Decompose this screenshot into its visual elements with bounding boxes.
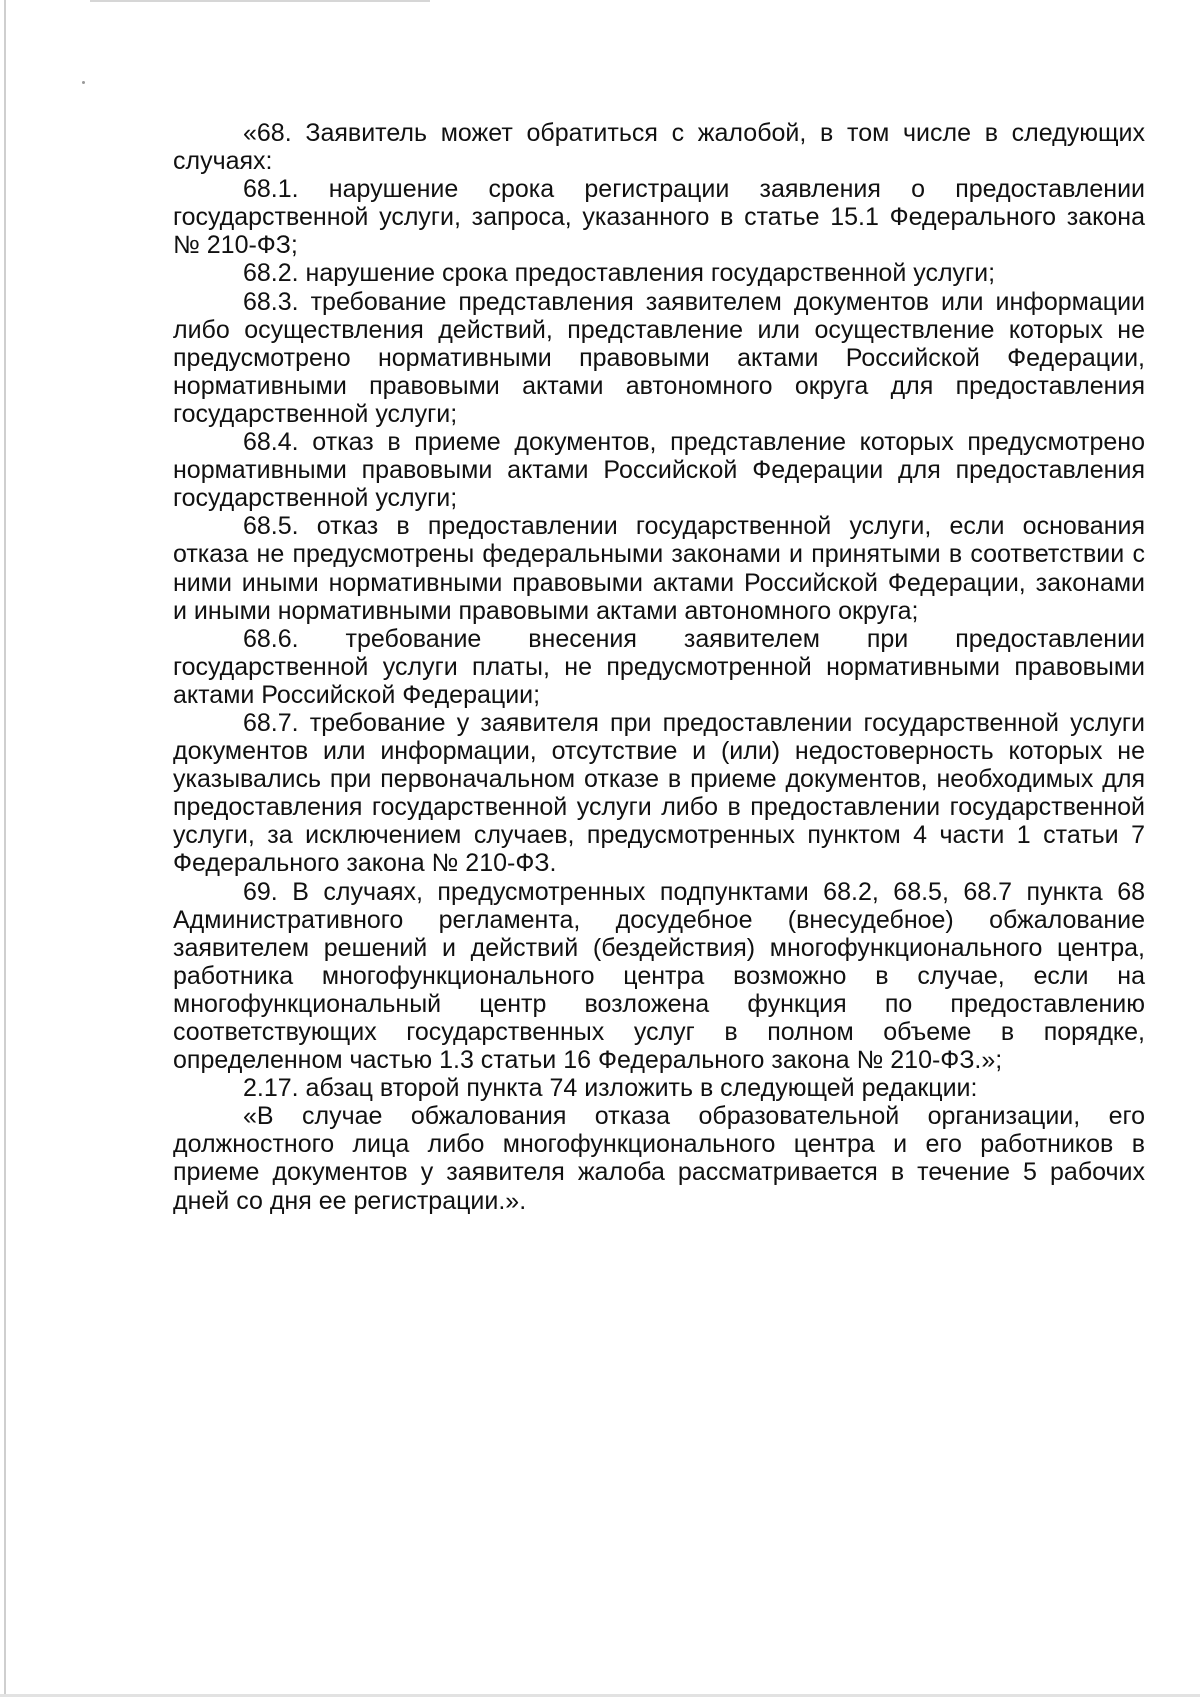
paragraph-69: 69. В случаях, предусмотренных подпунктами 68.2, 68.5, 68.7 пункта 68 Административного регламента, досудебное (внесудебное) обжалование заявителем решений и действий (бездействия) многофункционального центра, работника многофункционального центра возможно в случае, если на многофункциональный центр возложена функция по предоставлению соответствующих государственных услуг в полном объеме в порядке, определенном частью 1.3 статьи 16 Федерального закона № 210-ФЗ.»; (173, 877, 1145, 1075)
paragraph-68-2: 68.2. нарушение срока предоставления государственной услуги; (243, 259, 996, 288)
paragraph-2-17: 2.17. абзац второй пункта 74 изложить в следующей редакции: (243, 1074, 978, 1103)
paragraph-74-quote: «В случае обжалования отказа образовательной организации, его должностного лица либо многофункционального центра и его работников в приеме документов у заявителя жалоба рассматривается в течение 5 рабочих дней со дня ее регистрации.». (173, 1102, 1145, 1215)
paragraph-68-6: 68.6. требование внесения заявителем при предоставлении государственной услуги платы, не предусмотренной нормативными правовыми актами Российской Федерации; (173, 624, 1145, 709)
scan-edge-top (90, 0, 430, 2)
scan-edge-left (4, 0, 6, 1697)
document-body (173, 119, 1145, 1215)
paragraph-68: «68. Заявитель может обратиться с жалобой, в том числе в следующих случаях: (173, 119, 1145, 176)
paragraph-68-7: 68.7. требование у заявителя при предоставлении государственной услуги документов или информации, отсутствие и (или) недостоверность которых не указывались при первоначальном отказе в приеме документов, необходимых для предоставления государственной услуги либо в предоставлении государственной услуги, за исключением случаев, предусмотренных пунктом 4 части 1 статьи 7 Федерального закона № 210-ФЗ. (173, 708, 1145, 878)
paragraph-68-5: 68.5. отказ в предоставлении государственной услуги, если основания отказа не предусмотрены федеральными законами и принятыми в соответствии с ними иными нормативными правовыми актами Российской Федерации, законами и иными нормативными правовыми актами автономного округа; (173, 512, 1145, 625)
paragraph-68-1: 68.1. нарушение срока регистрации заявления о предоставлении государственной услуги, запроса, указанного в статье 15.1 Федерального закона № 210-ФЗ; (173, 175, 1145, 260)
scan-speck (82, 81, 85, 84)
paragraph-68-3: 68.3. требование представления заявителем документов или информации либо осуществления действий, представление или осуществление которых не предусмотрено нормативными правовыми актами Российской Федерации, нормативными правовыми актами автономного округа для предоставления государственной услуги; (173, 287, 1145, 428)
paragraph-68-4: 68.4. отказ в приеме документов, представление которых предусмотрено нормативными правовыми актами Российской Федерации для предоставления государственной услуги; (173, 428, 1145, 513)
